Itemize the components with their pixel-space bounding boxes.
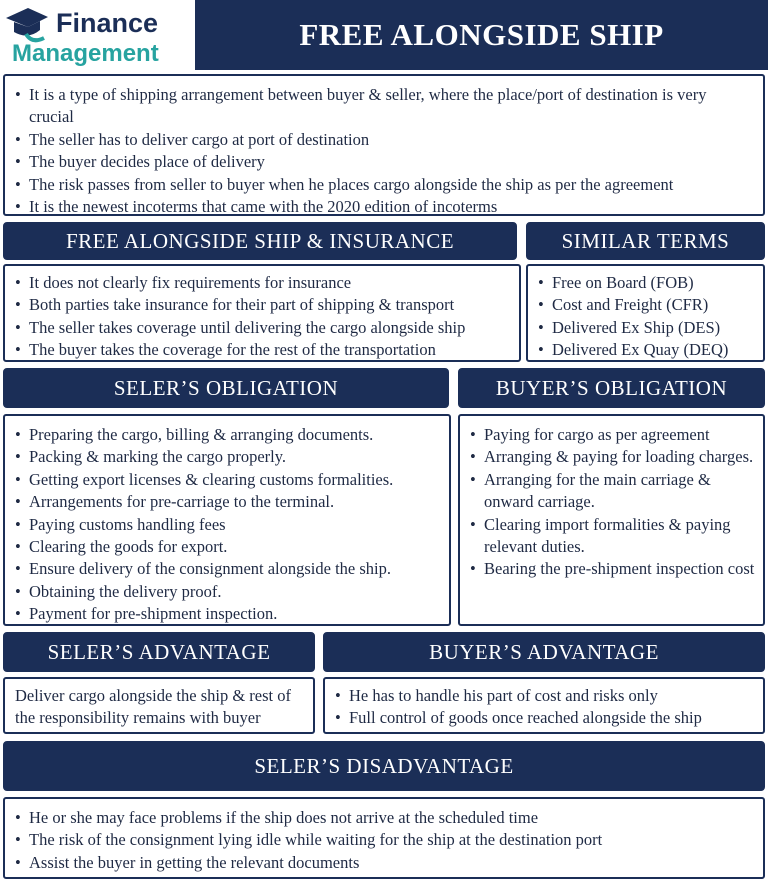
list-item: • Both parties take insurance for their part of shipping & transport (13, 294, 511, 316)
logo-management-text: Management (12, 40, 159, 67)
seller-obligation-box (3, 414, 451, 626)
intro-list (13, 84, 755, 218)
list-item: • Preparing the cargo, billing & arranging documents. (13, 424, 441, 446)
similar-terms-list (536, 272, 755, 362)
similar-terms-box (526, 264, 765, 362)
logo (0, 0, 192, 70)
list-item: • Full control of goods once reached alongside the ship (333, 707, 755, 729)
list-item: • Obtaining the delivery proof. (13, 581, 441, 603)
buyer-obligation-heading: BUYER’S OBLIGATION (458, 368, 765, 408)
list-item: • The risk of the consignment lying idle while waiting for the ship at the destination port (13, 829, 755, 851)
list-item: • Delivered Ex Ship (DES) (536, 317, 755, 339)
seller-obligation-list (13, 424, 441, 626)
seller-disadvantage-list (13, 807, 755, 874)
list-item: • The buyer decides place of delivery (13, 151, 755, 173)
intro-box (3, 74, 765, 216)
list-item: • Clearing the goods for export. (13, 536, 441, 558)
list-item: • He or she may face problems if the ship does not arrive at the scheduled time (13, 807, 755, 829)
list-item: • The risk passes from seller to buyer when he places cargo alongside the ship as per the agreement (13, 174, 755, 196)
list-item: • It does not clearly fix requirements for insurance (13, 272, 511, 294)
list-item: • The seller has to deliver cargo at port of destination (13, 129, 755, 151)
buyer-advantage-heading: BUYER’S ADVANTAGE (323, 632, 765, 672)
list-item: • Delivered Ex Quay (DEQ) (536, 339, 755, 361)
list-item: • Arranging for the main carriage & onward carriage. (468, 469, 755, 514)
list-item: • Paying for cargo as per agreement (468, 424, 755, 446)
list-item: • Free on Board (FOB) (536, 272, 755, 294)
list-item: • Payment for pre-shipment inspection. (13, 603, 441, 625)
graduation-cap-icon (4, 4, 48, 44)
insurance-list (13, 272, 511, 362)
list-item: • Paying customs handling fees (13, 514, 441, 536)
list-item: • Clearing import formalities & paying relevant duties. (468, 514, 755, 559)
seller-advantage-text: Deliver cargo alongside the ship & rest of the responsibility remains with buyer (15, 686, 291, 728)
list-item: • Ensure delivery of the consignment alongside the ship. (13, 558, 441, 580)
list-item: • It is the newest incoterms that came with the 2020 edition of incoterms (13, 196, 755, 218)
insurance-box (3, 264, 521, 362)
seller-disadvantage-box (3, 797, 765, 879)
list-item: • It is a type of shipping arrangement between buyer & seller, where the place/port of destination is very crucial (13, 84, 755, 129)
page-title: FREE ALONGSIDE SHIP (195, 0, 768, 70)
logo-finance-text: Finance (56, 8, 159, 38)
list-item: • He has to handle his part of cost and risks only (333, 685, 755, 707)
insurance-heading: FREE ALONGSIDE SHIP & INSURANCE (3, 222, 517, 260)
seller-disadvantage-heading: SELER’S DISADVANTAGE (3, 741, 765, 791)
list-item: • The buyer takes the coverage for the rest of the transportation (13, 339, 511, 361)
list-item: • Arranging & paying for loading charges. (468, 446, 755, 468)
list-item: • Bearing the pre-shipment inspection cost (468, 558, 755, 580)
buyer-obligation-list (468, 424, 755, 581)
list-item: • Cost and Freight (CFR) (536, 294, 755, 316)
list-item: • Assist the buyer in getting the relevant documents (13, 852, 755, 874)
list-item: • Arrangements for pre-carriage to the terminal. (13, 491, 441, 513)
buyer-obligation-box (458, 414, 765, 626)
seller-obligation-heading: SELER’S OBLIGATION (3, 368, 449, 408)
buyer-advantage-list (333, 685, 755, 730)
buyer-advantage-box (323, 677, 765, 734)
similar-terms-heading: SIMILAR TERMS (526, 222, 765, 260)
list-item: • Packing & marking the cargo properly. (13, 446, 441, 468)
list-item: • Getting export licenses & clearing customs formalities. (13, 469, 441, 491)
list-item: • The seller takes coverage until delivering the cargo alongside ship (13, 317, 511, 339)
seller-advantage-box (3, 677, 315, 734)
seller-advantage-heading: SELER’S ADVANTAGE (3, 632, 315, 672)
